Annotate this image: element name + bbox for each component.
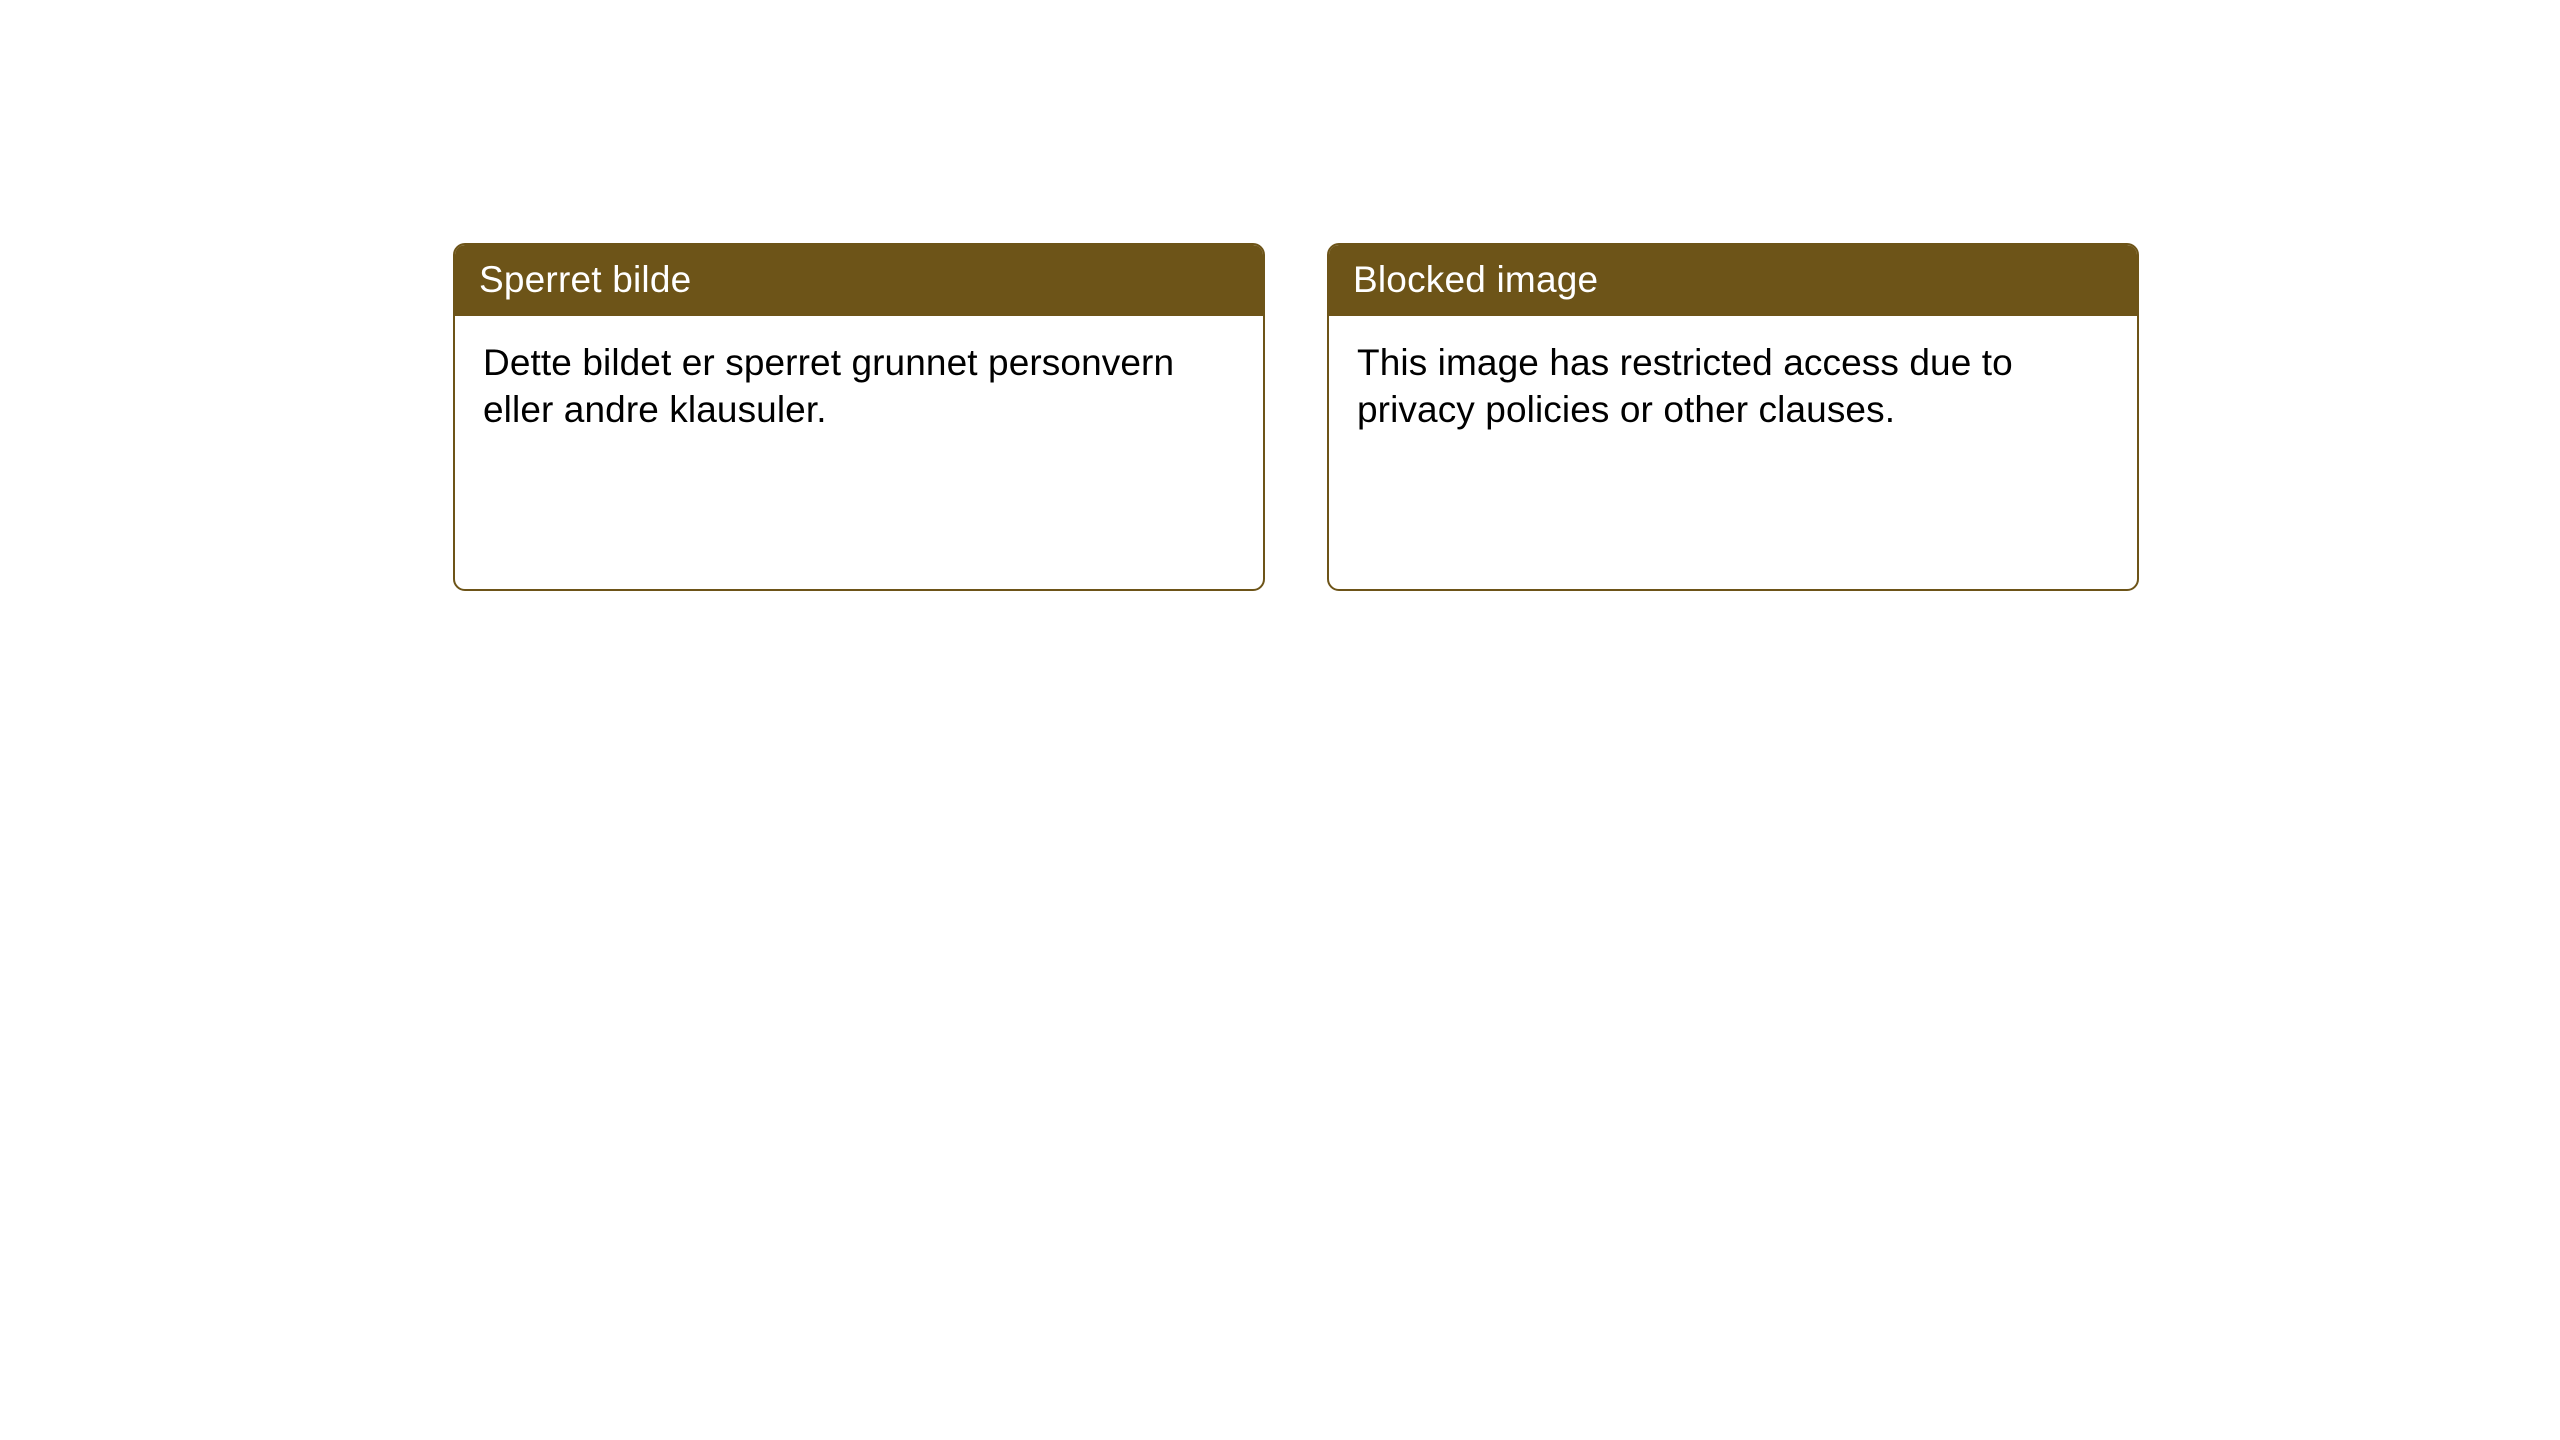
panel-message-no: Dette bildet er sperret grunnet personvern eller andre klausuler. xyxy=(483,342,1175,430)
panel-title-no: Sperret bilde xyxy=(455,245,1263,316)
panel-message-en: This image has restricted access due to privacy policies or other clauses. xyxy=(1357,342,2013,430)
blocked-image-notice-en xyxy=(1327,243,2139,591)
panel-body-no xyxy=(455,316,1263,434)
notice-panel-group xyxy=(453,243,2139,591)
blocked-image-notice-no xyxy=(453,243,1265,591)
panel-title-en: Blocked image xyxy=(1329,245,2137,316)
panel-body-en xyxy=(1329,316,2137,434)
